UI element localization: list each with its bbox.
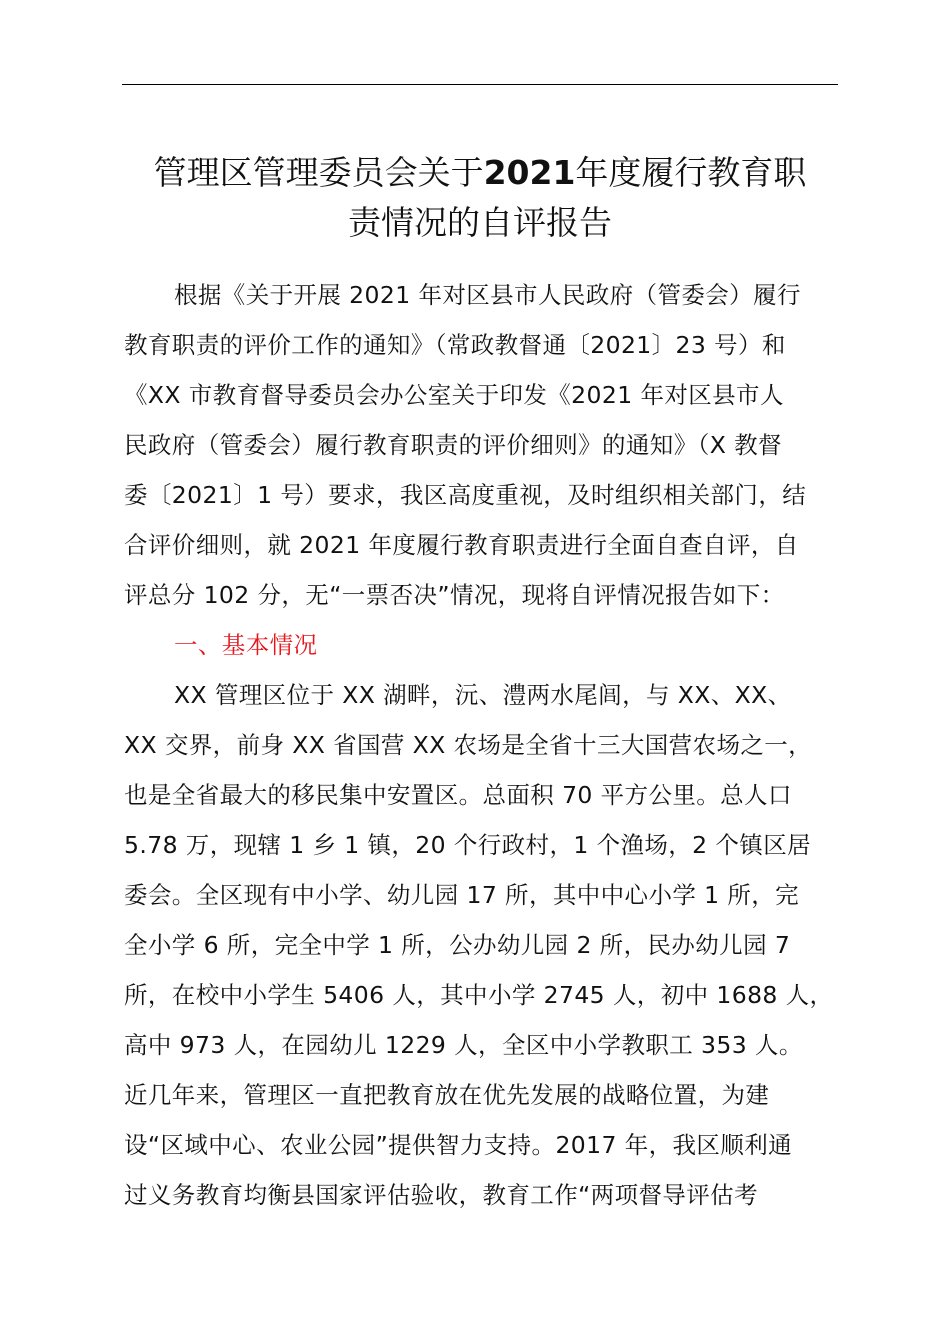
- section-line: 也是全省最大的移民集中安置区。总面积 70 平方公里。总人口: [124, 781, 792, 809]
- intro-line: 民政府（管委会）履行教育职责的评价细则》的通知》（X 教督: [124, 431, 782, 459]
- section-line: 设“区域中心、农业公园”提供智力支持。2017 年，我区顺利通: [124, 1131, 793, 1159]
- section-line: XX 交界，前身 XX 省国营 XX 农场是全省十三大国营农场之一，: [124, 731, 813, 759]
- intro-line: 委〔2021〕1 号）要求，我区高度重视，及时组织相关部门，结: [124, 481, 807, 509]
- title-text: 年度履行教育职: [575, 153, 807, 192]
- section-line: 高中 973 人，在园幼儿 1229 人，全区中小学教职工 353 人。: [124, 1031, 803, 1059]
- document-title: [110, 148, 850, 248]
- section-line: 过义务教育均衡县国家评估验收，教育工作“两项督导评估考: [124, 1181, 758, 1209]
- document-body: [124, 270, 844, 1220]
- header-rule: [122, 84, 838, 85]
- title-line-2: [110, 198, 850, 248]
- section-line: 委会。全区现有中小学、幼儿园 17 所，其中中心小学 1 所，完: [124, 881, 800, 909]
- section-line: 全小学 6 所，完全中学 1 所，公办幼儿园 2 所，民办幼儿园 7: [124, 931, 791, 959]
- title-text: 责情况的自评报告: [348, 203, 612, 242]
- intro-line: 根据《关于开展 2021 年对区县市人民政府（管委会）履行: [174, 281, 801, 309]
- intro-line: 《XX 市教育督导委员会办公室关于印发《2021 年对区县市人: [124, 381, 784, 409]
- section-line: 5.78 万，现辖 1 乡 1 镇，20 个行政村，1 个渔场，2 个镇区居: [124, 831, 811, 859]
- section-heading: 一、基本情况: [174, 631, 318, 659]
- section-line: 所，在校中小学生 5406 人，其中小学 2745 人，初中 1688 人，: [124, 981, 834, 1009]
- intro-line: 教育职责的评价工作的通知》（常政教督通〔2021〕23 号）和: [124, 331, 786, 359]
- title-year: 2021: [483, 153, 576, 192]
- section-line: 近几年来，管理区一直把教育放在优先发展的战略位置，为建: [124, 1081, 770, 1109]
- title-line-1: [110, 148, 850, 198]
- intro-line: 评总分 102 分，无“一票否决”情况，现将自评情况报告如下：: [124, 581, 785, 609]
- title-text: 管理区管理委员会关于: [153, 153, 484, 192]
- section-line: XX 管理区位于 XX 湖畔，沅、澧两水尾闾，与 XX、XX、: [174, 681, 792, 709]
- intro-line: 合评价细则，就 2021 年度履行教育职责进行全面自查自评，自: [124, 531, 799, 559]
